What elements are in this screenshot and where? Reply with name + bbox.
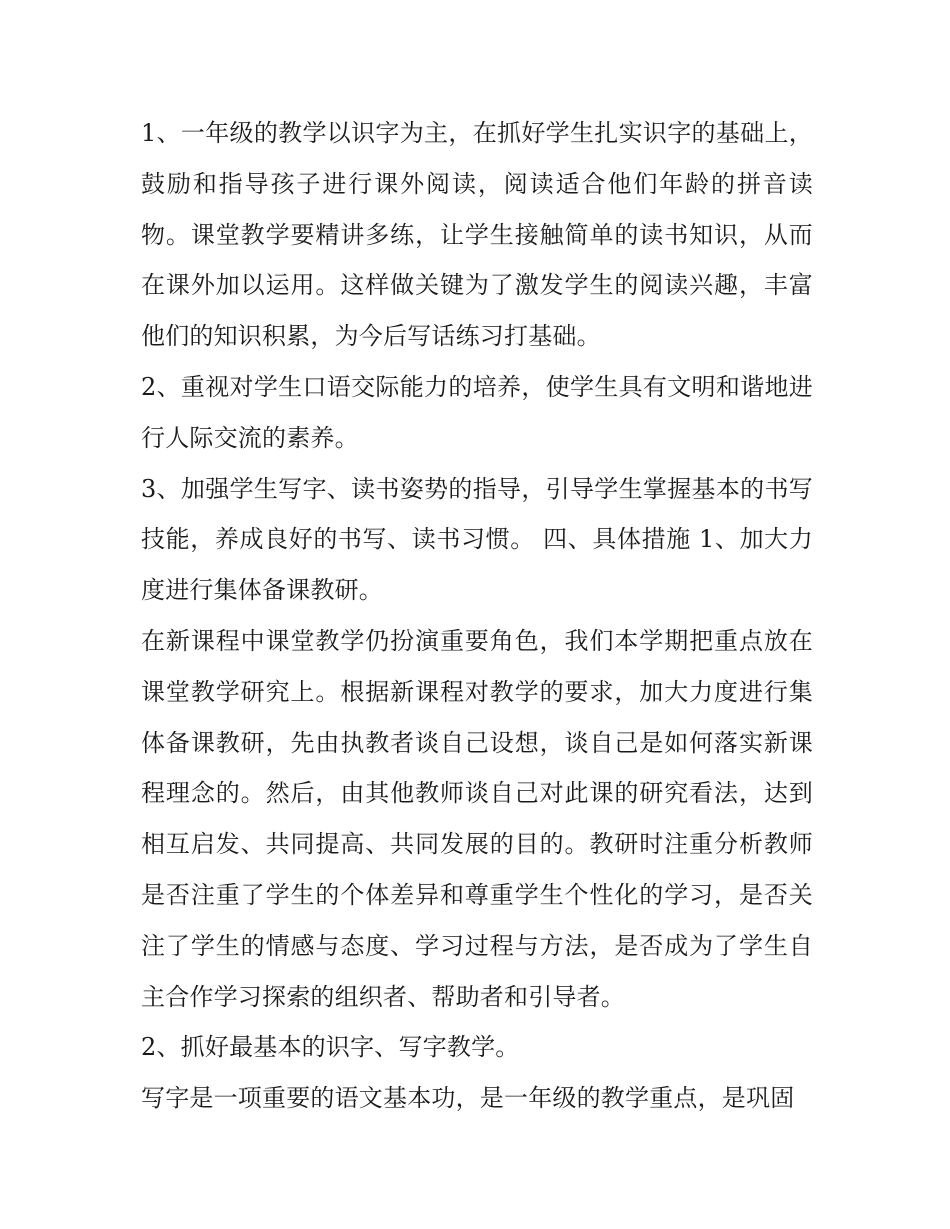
paragraph-collective-lesson-prep: 在新课程中课堂教学仍扮演重要角色，我们本学期把重点放在课堂教学研究上。根据新课程对教学的要求，加大力度进行集体备课教研，先由执教者谈自己设想，谈自己是如何落实新课程理念的。然后，由其他教师谈自己对此课的研究看法，达到相互启发、共同提高、共同发展的目的。教研时注重分析教师是否注重了学生的个体差异和尊重学生个性化的学习，是否关注了学生的情感与态度、学习过程与方法，是否成为了学生自主合作学习探索的组织者、帮助者和引导者。: [141, 626, 813, 1011]
paragraph-literacy-focus: 1、一年级的教学以识字为主，在抓好学生扎实识字的基础上，鼓励和指导孩子进行课外阅读，阅读适合他们年龄的拼音读物。课堂教学要精讲多练，让学生接触简单的读书知识，从而在课外加以运用。这样做关键为了激发学生的阅读兴趣，丰富他们的知识积累，为今后写话练习打基础。: [141, 119, 813, 351]
paragraph-oral-communication: 2、重视对学生口语交际能力的培养，使学生具有文明和谐地进行人际交流的素养。: [141, 372, 813, 452]
document-body: [141, 108, 813, 1124]
paragraph-writing-fundamentals: 写字是一项重要的语文基本功，是一年级的教学重点，是巩固: [141, 1084, 795, 1113]
paragraph-literacy-writing-teaching: 2、抓好最基本的识字、写字教学。: [141, 1033, 520, 1062]
paragraph-writing-posture: 3、加强学生写字、读书姿势的指导，引导学生掌握基本的书写技能，养成良好的书写、读书习惯。 四、具体措施 1、加大力度进行集体备课教研。: [141, 474, 813, 605]
